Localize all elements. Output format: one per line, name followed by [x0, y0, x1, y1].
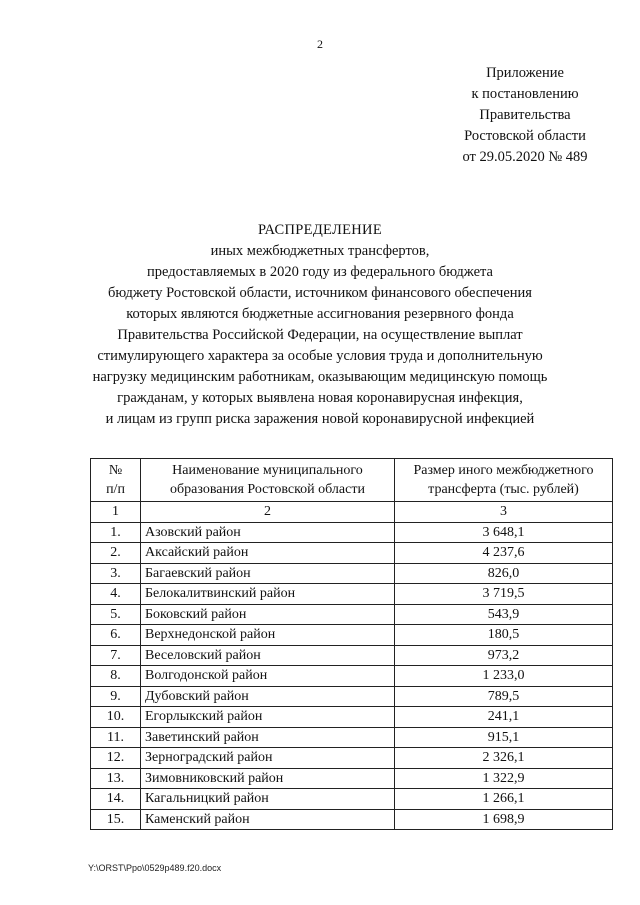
- municipality-name: Егорлыкский район: [141, 707, 395, 728]
- appendix-line: от 29.05.2020 № 489: [462, 149, 588, 165]
- transfer-amount: 180,5: [395, 625, 613, 646]
- municipality-name: Верхнедонской район: [141, 625, 395, 646]
- row-number: 1.: [91, 522, 141, 543]
- municipality-name: Дубовский район: [141, 686, 395, 707]
- row-number: 13.: [91, 768, 141, 789]
- row-number: 10.: [91, 707, 141, 728]
- municipality-name: Кагальницкий район: [141, 789, 395, 810]
- row-number: 4.: [91, 584, 141, 605]
- appendix-line: Правительства: [479, 107, 571, 123]
- row-number: 2.: [91, 543, 141, 564]
- appendix-line: Приложение: [486, 65, 564, 81]
- title-line: иных межбюджетных трансфертов,: [210, 243, 430, 259]
- row-number: 14.: [91, 789, 141, 810]
- transfer-amount: 826,0: [395, 563, 613, 584]
- row-number: 9.: [91, 686, 141, 707]
- document-title: [40, 220, 600, 430]
- column-index: 3: [395, 502, 613, 523]
- municipality-name: Белокалитвинский район: [141, 584, 395, 605]
- transfer-amount: 543,9: [395, 604, 613, 625]
- transfer-amount: 3 719,5: [395, 584, 613, 605]
- title-line: предоставляемых в 2020 году из федерального бюджета: [147, 264, 493, 280]
- column-index-row: [91, 502, 613, 523]
- table-header-row: [91, 459, 613, 502]
- title-line: которых являются бюджетные ассигнования резервного фонда: [126, 306, 514, 322]
- municipality-name: Багаевский район: [141, 563, 395, 584]
- table-row: [91, 584, 613, 605]
- transfer-amount: 915,1: [395, 727, 613, 748]
- transfer-amount: 1 322,9: [395, 768, 613, 789]
- file-path-footer: Y:\ORST\Ppo\0529p489.f20.docx: [88, 863, 222, 873]
- distribution-table: [90, 458, 613, 830]
- municipality-name: Боковский район: [141, 604, 395, 625]
- table-row: [91, 604, 613, 625]
- transfer-amount: 2 326,1: [395, 748, 613, 769]
- municipality-name: Аксайский район: [141, 543, 395, 564]
- transfer-amount: 241,1: [395, 707, 613, 728]
- row-number: 12.: [91, 748, 141, 769]
- title-line: и лицам из групп риска заражения новой коронавирусной инфекцией: [105, 411, 535, 427]
- title-line: бюджету Ростовской области, источником финансового обеспечения: [108, 285, 532, 301]
- row-number: 11.: [91, 727, 141, 748]
- page-number: 2: [317, 37, 323, 51]
- table-row: [91, 645, 613, 666]
- column-index: 2: [141, 502, 395, 523]
- transfer-amount: 3 648,1: [395, 522, 613, 543]
- table-row: [91, 768, 613, 789]
- appendix-line: Ростовской области: [464, 128, 586, 144]
- table-row: [91, 789, 613, 810]
- transfer-amount: 1 233,0: [395, 666, 613, 687]
- transfer-amount: 4 237,6: [395, 543, 613, 564]
- table-row: [91, 522, 613, 543]
- title-line: гражданам, у которых выявлена новая коронавирусная инфекция,: [117, 390, 523, 406]
- title-heading: РАСПРЕДЕЛЕНИЕ: [258, 222, 382, 238]
- title-line: нагрузку медицинским работникам, оказывающим медицинскую помощь: [92, 369, 548, 385]
- row-number: 3.: [91, 563, 141, 584]
- municipality-name: Волгодонской район: [141, 666, 395, 687]
- appendix-block: [420, 63, 630, 168]
- table-row: [91, 686, 613, 707]
- title-line: Правительства Российской Федерации, на осуществление выплат: [117, 327, 523, 343]
- appendix-line: к постановлению: [471, 86, 579, 102]
- transfer-amount: 973,2: [395, 645, 613, 666]
- municipality-name: Зерноградский район: [141, 748, 395, 769]
- table-row: [91, 748, 613, 769]
- header-amount: Размер иного межбюджетного трансферта (тыс. рублей): [395, 459, 613, 502]
- municipality-name: Зимовниковский район: [141, 768, 395, 789]
- municipality-name: Азовский район: [141, 522, 395, 543]
- municipality-name: Заветинский район: [141, 727, 395, 748]
- row-number: 7.: [91, 645, 141, 666]
- table-row: [91, 666, 613, 687]
- table-row: [91, 543, 613, 564]
- row-number: 5.: [91, 604, 141, 625]
- column-index: 1: [91, 502, 141, 523]
- row-number: 8.: [91, 666, 141, 687]
- transfer-amount: 789,5: [395, 686, 613, 707]
- row-number: 15.: [91, 809, 141, 830]
- header-municipality: Наименование муниципального образования Ростовской области: [141, 459, 395, 502]
- title-line: стимулирующего характера за особые условия труда и дополнительную: [97, 348, 543, 364]
- row-number: 6.: [91, 625, 141, 646]
- table-row: [91, 809, 613, 830]
- header-number: № п/п: [91, 459, 141, 502]
- table-row: [91, 625, 613, 646]
- municipality-name: Веселовский район: [141, 645, 395, 666]
- table-row: [91, 563, 613, 584]
- table-row: [91, 727, 613, 748]
- municipality-name: Каменский район: [141, 809, 395, 830]
- transfer-amount: 1 266,1: [395, 789, 613, 810]
- table-row: [91, 707, 613, 728]
- transfer-amount: 1 698,9: [395, 809, 613, 830]
